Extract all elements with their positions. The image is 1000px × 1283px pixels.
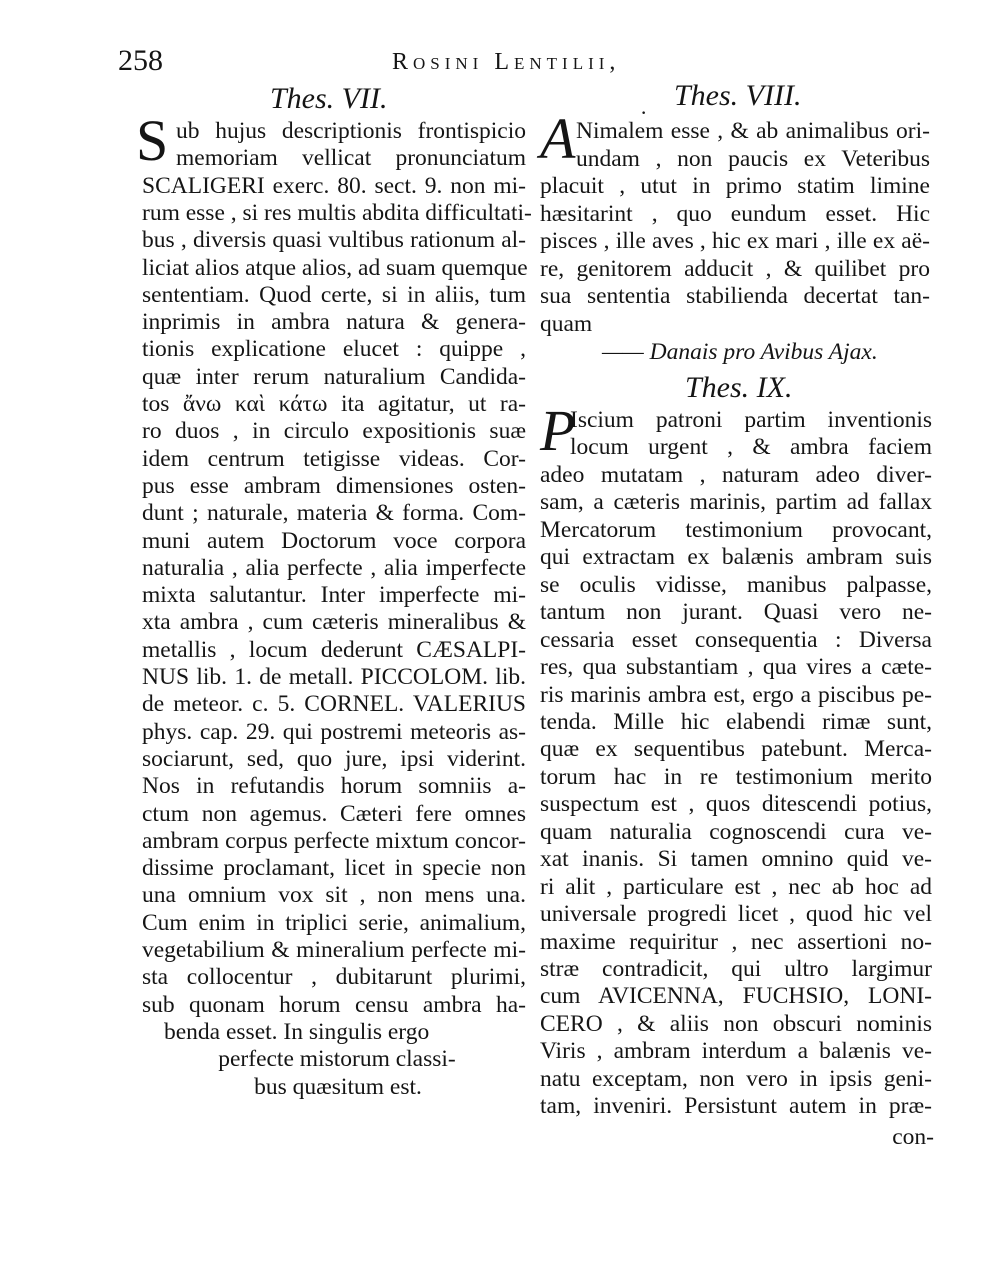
text-line: Viris , ambram interdum a balænis ve- [540, 1038, 932, 1065]
drop-cap: P [540, 398, 576, 463]
text-line: ris marinis ambra est, ergo a piscibus pe- [540, 681, 932, 708]
text-line: una omnium vox sit , non mens una. [142, 882, 526, 909]
text-line: liciat alios atque alios, ad suam quemque [142, 254, 528, 281]
text-line: sta collocentur , dubitarunt plurimi, [142, 964, 526, 991]
text-line: quam [540, 310, 593, 337]
text-line: ctum non agemus. Cæteri fere omnes [142, 800, 526, 827]
text-line: placuit , utut in primo statim limine [540, 173, 930, 199]
text-line: qui extractam ex balænis ambram suis [540, 544, 932, 571]
text-line: tos ἄνω καὶ κάτω ita agitatur, ut ra- [142, 391, 526, 417]
text-line: locum urgent , & ambra faciem [570, 434, 932, 461]
drop-cap: S [136, 108, 169, 173]
text-line: quæ inter rerum naturalium Candida- [142, 363, 526, 390]
text-line: undam , non paucis ex Veteribus [576, 145, 930, 172]
text-line: metallis , locum dederunt CÆSALPI- [142, 636, 526, 663]
text-line: xta ambra , cum cæteris mineralibus & [142, 609, 526, 636]
text-line: memoriam vellicat pronunciatum [176, 145, 526, 172]
text-line: benda esset. In singulis ergo [164, 1018, 430, 1045]
text-line: SCALIGERI exerc. 80. sect. 9. non mi- [142, 172, 526, 199]
text-line: perfecte mistorum classi- [218, 1046, 456, 1073]
text-line: muni autem Doctorum voce corpora [142, 527, 526, 554]
text-line: rum esse , si res multis abdita difficultati- [142, 199, 532, 226]
text-line: ub hujus descriptionis frontispicio [176, 118, 526, 144]
section-heading-thes-viii: Thes. VIII. [674, 79, 802, 112]
text-line: cessaria esset consequentia : Diversa [540, 626, 932, 653]
text-line: ri alit , particulare est , nec ab hoc ad [540, 873, 932, 900]
text-line: Nos in refutandis horum somniis a- [142, 773, 526, 800]
text-line: sub quonam horum censu ambra ha- [142, 991, 526, 1018]
text-line: ambram corpus perfecte mixtum concor- [142, 827, 526, 854]
text-line: universale progredi licet , quod hic vel [540, 901, 932, 928]
running-head: Rosini Lentilii, [392, 49, 621, 75]
text-line: tenda. Mille hic elabendi rimæ sunt, [540, 708, 932, 735]
text-line: quæ ex sequentibus patebunt. Merca- [540, 736, 932, 763]
text-line: tionis explicatione elucet : quippe , [142, 336, 526, 363]
text-line: naturalia , alia perfecte , alia imperfecte [142, 554, 526, 581]
text-line: Cum enim in triplici serie, animalium, [142, 909, 526, 936]
text-line: de meteor. c. 5. CORNEL. VALERIUS [142, 691, 526, 718]
text-line: cum AVICENNA, FUCHSIO, LONI- [540, 983, 932, 1010]
text-line: dissime proclamant, licet in specie non [142, 855, 526, 882]
printer-mark: · [640, 100, 648, 125]
text-line: stræ contradicit, qui ultro largimur [540, 956, 932, 982]
text-line: pisces , ille aves , hic ex mari , ille ex aë- [540, 228, 930, 254]
text-line: natu exceptam, non vero in ipsis geni- [540, 1065, 932, 1092]
text-line: tantum non jurant. Quasi vero ne- [540, 599, 932, 626]
text-line: Iscium patroni partim inventionis [570, 407, 932, 433]
text-line: dunt ; naturale, materia & forma. Com- [142, 500, 526, 527]
text-line: ro duos , in circulo expositionis suæ [142, 418, 526, 445]
text-line: res, qua substantiam , qua vires a cæte- [540, 654, 932, 681]
catchword: con- [892, 1124, 934, 1150]
text-line: inprimis in ambra natura & genera- [142, 309, 526, 336]
text-line: sententiam. Quod certe, si in aliis, tum [142, 281, 526, 308]
text-line: xat inanis. Si tamen omnino quid ve- [540, 846, 932, 873]
text-line: phys. cap. 29. qui postremi meteoris as- [142, 718, 526, 745]
page-number: 258 [118, 44, 163, 77]
text-line: maxime requiritur , nec assertioni no- [540, 928, 932, 955]
text-line: vegetabilium & mineralium perfecte mi- [142, 937, 526, 963]
text-line: hæsitarint , quo eundum esset. Hic [540, 200, 930, 227]
text-line: NUS lib. 1. de metall. PICCOLOM. lib. [142, 664, 526, 690]
text-line: Nimalem esse , & ab animalibus ori- [576, 118, 930, 144]
text-line: suspectum est , quos ditescendi potius, [540, 791, 932, 818]
text-line: adeo mutatam , naturam adeo diver- [540, 461, 932, 488]
section-heading-thes-ix: Thes. IX. [685, 371, 793, 404]
text-line: re, genitorem adducit , & quilibet pro [540, 255, 930, 282]
verse-quote: —— Danais pro Avibus Ajax. [602, 339, 878, 365]
section-heading-thes-vii: Thes. VII. [270, 82, 388, 115]
text-line: sociarunt, sed, quo jure, ipsi viderint. [142, 745, 526, 772]
text-line: bus , diversis quasi vultibus rationum al- [142, 227, 526, 254]
text-line: CERO , & aliis non obscuri nominis [540, 1010, 932, 1037]
text-line: bus quæsitum est. [254, 1073, 422, 1100]
text-line: idem centrum tetigisse videas. Cor- [142, 445, 526, 472]
text-line: Mercatorum testimonium provocant, [540, 516, 932, 543]
text-line: quam naturalia cognoscendi cura ve- [540, 818, 932, 845]
text-line: torum hac in re testimonium merito [540, 763, 932, 790]
text-line: mixta salutantur. Inter imperfecte mi- [142, 582, 526, 609]
drop-cap: A [540, 106, 576, 171]
text-line: se oculis vidisse, manibus palpasse, [540, 571, 932, 598]
text-line: sam, a cæteris marinis, partim ad fallax [540, 489, 932, 516]
text-line: pus esse ambram dimensiones osten- [142, 472, 526, 499]
text-line: tam, inveniri. Persistunt autem in præ- [540, 1093, 932, 1120]
text-line: sua sententia stabilienda decertat tan- [540, 283, 930, 309]
